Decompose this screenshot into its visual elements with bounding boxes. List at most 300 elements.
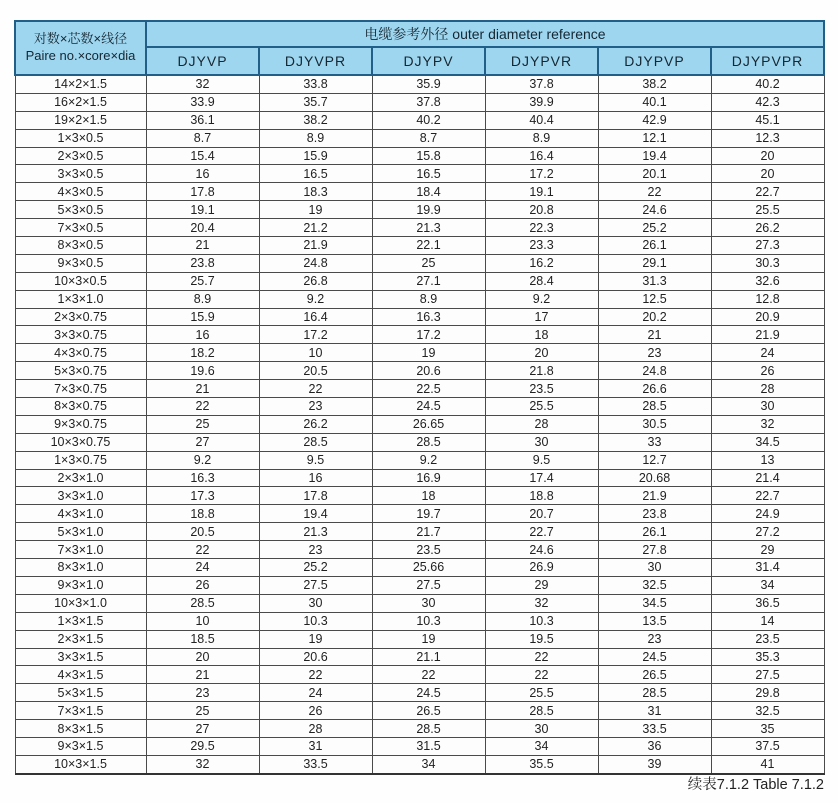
value-cell: 28.5 [372,433,485,451]
value-cell: 22.1 [372,237,485,255]
value-cell: 35 [711,720,824,738]
value-cell: 33.5 [259,755,372,773]
value-cell: 17 [485,308,598,326]
value-cell: 8.9 [372,290,485,308]
value-cell: 19.4 [259,505,372,523]
spec-cell: 1×3×1.5 [15,612,146,630]
value-cell: 24.5 [372,684,485,702]
outer-diameter-table [14,20,825,775]
value-cell: 33.9 [146,93,259,111]
value-cell: 22 [485,648,598,666]
value-cell: 19 [259,630,372,648]
value-cell: 21.1 [372,648,485,666]
value-cell: 26.65 [372,415,485,433]
spec-cell: 19×2×1.5 [15,111,146,129]
value-cell: 28.5 [146,594,259,612]
value-cell: 28 [485,415,598,433]
value-cell: 25 [372,254,485,272]
table-row [15,183,824,201]
value-cell: 23 [598,630,711,648]
value-cell: 22 [146,541,259,559]
value-cell: 23 [146,684,259,702]
value-cell: 21.9 [259,237,372,255]
value-cell: 24.6 [598,201,711,219]
value-cell: 9.5 [485,451,598,469]
value-cell: 34 [485,737,598,755]
value-cell: 30 [711,398,824,416]
value-cell: 15.9 [259,147,372,165]
spec-cell: 7×3×1.0 [15,541,146,559]
value-cell: 8.7 [372,129,485,147]
value-cell: 29 [485,576,598,594]
value-cell: 18.2 [146,344,259,362]
value-cell: 40.2 [711,75,824,93]
value-cell: 35.5 [485,755,598,773]
value-cell: 19.1 [485,183,598,201]
value-cell: 20.7 [485,505,598,523]
value-cell: 20 [146,648,259,666]
value-cell: 30 [259,594,372,612]
value-cell: 23.5 [485,380,598,398]
table-row [15,147,824,165]
column-header-djypvp: DJYPVP [598,47,711,75]
value-cell: 26.1 [598,237,711,255]
spec-cell: 8×3×1.0 [15,559,146,577]
spec-cell: 10×3×1.0 [15,594,146,612]
value-cell: 8.9 [146,290,259,308]
value-cell: 25 [146,415,259,433]
table-row [15,594,824,612]
value-cell: 35.3 [711,648,824,666]
value-cell: 40.1 [598,93,711,111]
value-cell: 37.8 [485,75,598,93]
value-cell: 19.6 [146,362,259,380]
spec-cell: 1×3×0.75 [15,451,146,469]
value-cell: 45.1 [711,111,824,129]
value-cell: 28.5 [485,702,598,720]
value-cell: 22 [259,666,372,684]
value-cell: 19.5 [485,630,598,648]
value-cell: 32 [146,75,259,93]
value-cell: 10 [146,612,259,630]
value-cell: 15.8 [372,147,485,165]
value-cell: 22 [372,666,485,684]
value-cell: 25 [146,702,259,720]
value-cell: 28 [259,720,372,738]
value-cell: 36 [598,737,711,755]
value-cell: 21.7 [372,523,485,541]
value-cell: 22 [259,380,372,398]
value-cell: 40.4 [485,111,598,129]
value-cell: 25.2 [598,219,711,237]
spec-cell: 5×3×0.75 [15,362,146,380]
value-cell: 35.9 [372,75,485,93]
value-cell: 17.4 [485,469,598,487]
value-cell: 9.5 [259,451,372,469]
value-cell: 19.9 [372,201,485,219]
value-cell: 20.2 [598,308,711,326]
value-cell: 24 [146,559,259,577]
value-cell: 10.3 [485,612,598,630]
value-cell: 17.3 [146,487,259,505]
spec-cell: 10×3×0.5 [15,272,146,290]
value-cell: 31 [259,737,372,755]
value-cell: 19.7 [372,505,485,523]
table-row [15,541,824,559]
value-cell: 20.5 [146,523,259,541]
table-row [15,308,824,326]
value-cell: 17.2 [485,165,598,183]
value-cell: 28 [711,380,824,398]
value-cell: 20 [485,344,598,362]
spec-cell: 1×3×1.0 [15,290,146,308]
value-cell: 37.8 [372,93,485,111]
value-cell: 23.8 [598,505,711,523]
table-row [15,219,824,237]
value-cell: 27.5 [372,576,485,594]
spec-cell: 14×2×1.5 [15,75,146,93]
value-cell: 28.5 [598,684,711,702]
value-cell: 32 [485,594,598,612]
value-cell: 17.2 [259,326,372,344]
value-cell: 16.9 [372,469,485,487]
table-body [15,75,824,774]
value-cell: 38.2 [259,111,372,129]
value-cell: 28.5 [259,433,372,451]
table-row [15,702,824,720]
spec-column-header [15,21,146,75]
value-cell: 20.68 [598,469,711,487]
value-cell: 23 [259,398,372,416]
value-cell: 12.3 [711,129,824,147]
value-cell: 16.4 [259,308,372,326]
value-cell: 34 [711,576,824,594]
spec-cell: 7×3×1.5 [15,702,146,720]
table-row [15,755,824,773]
spec-column-header-en: Paire no.×core×dia [25,48,136,63]
value-cell: 18.8 [146,505,259,523]
value-cell: 38.2 [598,75,711,93]
value-cell: 21.3 [259,523,372,541]
value-cell: 10.3 [259,612,372,630]
value-cell: 24.8 [598,362,711,380]
spec-cell: 3×3×1.0 [15,487,146,505]
value-cell: 17.8 [146,183,259,201]
table-row [15,111,824,129]
value-cell: 25.5 [485,684,598,702]
value-cell: 19 [372,344,485,362]
value-cell: 36.5 [711,594,824,612]
table-row [15,344,824,362]
value-cell: 16.5 [259,165,372,183]
table-caption: 续表7.1.2 Table 7.1.2 [687,777,824,793]
value-cell: 33 [598,433,711,451]
value-cell: 17.2 [372,326,485,344]
value-cell: 23.5 [711,630,824,648]
value-cell: 20.8 [485,201,598,219]
column-header-djypvpr: DJYPVPR [711,47,824,75]
table-row [15,201,824,219]
value-cell: 21 [146,380,259,398]
value-cell: 26.2 [711,219,824,237]
value-cell: 26 [711,362,824,380]
value-cell: 20.6 [259,648,372,666]
value-cell: 32 [146,755,259,773]
value-cell: 23.3 [485,237,598,255]
value-cell: 26.5 [372,702,485,720]
value-cell: 34.5 [598,594,711,612]
value-cell: 19 [372,630,485,648]
value-cell: 25.5 [711,201,824,219]
table-row [15,129,824,147]
value-cell: 24.9 [711,505,824,523]
value-cell: 27.5 [711,666,824,684]
value-cell: 16 [146,165,259,183]
value-cell: 30 [485,433,598,451]
value-cell: 22.7 [485,523,598,541]
value-cell: 16.3 [372,308,485,326]
value-cell: 14 [711,612,824,630]
value-cell: 32.5 [598,576,711,594]
group-header-row [15,21,824,47]
value-cell: 31.3 [598,272,711,290]
spec-cell: 9×3×1.5 [15,737,146,755]
spec-cell: 8×3×1.5 [15,720,146,738]
column-header-djyvpr: DJYVPR [259,47,372,75]
value-cell: 21.9 [711,326,824,344]
value-cell: 31.5 [372,737,485,755]
value-cell: 22.3 [485,219,598,237]
value-cell: 19.4 [598,147,711,165]
spec-cell: 2×3×0.75 [15,308,146,326]
table-row [15,75,824,93]
value-cell: 23 [598,344,711,362]
value-cell: 16.3 [146,469,259,487]
spec-cell: 3×3×1.5 [15,648,146,666]
value-cell: 25.66 [372,559,485,577]
value-cell: 34 [372,755,485,773]
value-cell: 42.9 [598,111,711,129]
value-cell: 25.2 [259,559,372,577]
value-cell: 20 [711,165,824,183]
value-cell: 27.1 [372,272,485,290]
table-row [15,165,824,183]
value-cell: 30 [598,559,711,577]
value-cell: 12.7 [598,451,711,469]
table-row [15,523,824,541]
value-cell: 27 [146,433,259,451]
value-cell: 29.8 [711,684,824,702]
value-cell: 21 [146,237,259,255]
value-cell: 26 [146,576,259,594]
spec-cell: 2×3×1.5 [15,630,146,648]
value-cell: 18.3 [259,183,372,201]
table-row [15,737,824,755]
value-cell: 20.9 [711,308,824,326]
value-cell: 26.1 [598,523,711,541]
spec-cell: 4×3×0.75 [15,344,146,362]
value-cell: 26 [259,702,372,720]
column-header-djyvp: DJYVP [146,47,259,75]
value-cell: 10 [259,344,372,362]
value-cell: 28.4 [485,272,598,290]
value-cell: 15.4 [146,147,259,165]
table-row [15,630,824,648]
value-cell: 25.7 [146,272,259,290]
value-cell: 20.4 [146,219,259,237]
value-cell: 24.5 [372,398,485,416]
value-cell: 16 [146,326,259,344]
table-row [15,272,824,290]
value-cell: 27 [146,720,259,738]
table-row [15,559,824,577]
spec-cell: 8×3×0.75 [15,398,146,416]
spec-cell: 9×3×0.75 [15,415,146,433]
value-cell: 20 [711,147,824,165]
value-cell: 17.8 [259,487,372,505]
value-cell: 30.5 [598,415,711,433]
spec-cell: 4×3×1.5 [15,666,146,684]
value-cell: 13.5 [598,612,711,630]
spec-cell: 1×3×0.5 [15,129,146,147]
value-cell: 24 [711,344,824,362]
value-cell: 21 [598,326,711,344]
spec-cell: 7×3×0.75 [15,380,146,398]
spec-cell: 9×3×1.0 [15,576,146,594]
value-cell: 22 [146,398,259,416]
value-cell: 41 [711,755,824,773]
value-cell: 27.5 [259,576,372,594]
table-row [15,720,824,738]
value-cell: 12.1 [598,129,711,147]
value-cell: 32.5 [711,702,824,720]
value-cell: 8.7 [146,129,259,147]
table-row [15,648,824,666]
spec-column-header-zh: 对数×芯数×线径 [33,31,128,47]
value-cell: 40.2 [372,111,485,129]
spec-cell: 5×3×0.5 [15,201,146,219]
value-cell: 18 [372,487,485,505]
value-cell: 16.5 [372,165,485,183]
value-cell: 24 [259,684,372,702]
table-row [15,398,824,416]
table-row [15,362,824,380]
value-cell: 21.2 [259,219,372,237]
table-row [15,487,824,505]
value-cell: 20.5 [259,362,372,380]
table-row [15,326,824,344]
value-cell: 30.3 [711,254,824,272]
value-cell: 27.8 [598,541,711,559]
value-cell: 21.3 [372,219,485,237]
spec-cell: 10×3×0.75 [15,433,146,451]
value-cell: 33.8 [259,75,372,93]
value-cell: 28.5 [372,720,485,738]
spec-cell: 5×3×1.0 [15,523,146,541]
value-cell: 35.7 [259,93,372,111]
group-header-title: 电缆参考外径 outer diameter reference [146,21,824,47]
value-cell: 13 [711,451,824,469]
value-cell: 32.6 [711,272,824,290]
value-cell: 16.4 [485,147,598,165]
spec-cell: 7×3×0.5 [15,219,146,237]
value-cell: 18.8 [485,487,598,505]
spec-cell: 3×3×0.5 [15,165,146,183]
spec-cell: 4×3×1.0 [15,505,146,523]
value-cell: 32 [711,415,824,433]
value-cell: 24.8 [259,254,372,272]
table-header [15,21,824,75]
value-cell: 22.7 [711,183,824,201]
value-cell: 31.4 [711,559,824,577]
value-cell: 18.4 [372,183,485,201]
value-cell: 23 [259,541,372,559]
value-cell: 31 [598,702,711,720]
value-cell: 26.9 [485,559,598,577]
value-cell: 27.3 [711,237,824,255]
value-cell: 21 [146,666,259,684]
value-cell: 21.8 [485,362,598,380]
value-cell: 20.1 [598,165,711,183]
value-cell: 9.2 [146,451,259,469]
table-row [15,505,824,523]
value-cell: 30 [372,594,485,612]
value-cell: 24.6 [485,541,598,559]
value-cell: 23.8 [146,254,259,272]
table-row [15,93,824,111]
column-header-djypvr: DJYPVR [485,47,598,75]
value-cell: 29.1 [598,254,711,272]
value-cell: 19 [259,201,372,219]
value-cell: 26.6 [598,380,711,398]
spec-cell: 8×3×0.5 [15,237,146,255]
table-row [15,290,824,308]
value-cell: 22 [485,666,598,684]
spec-cell: 4×3×0.5 [15,183,146,201]
value-cell: 26.8 [259,272,372,290]
spec-cell: 9×3×0.5 [15,254,146,272]
value-cell: 22.7 [711,487,824,505]
spec-cell: 2×3×0.5 [15,147,146,165]
value-cell: 26.2 [259,415,372,433]
table-row [15,237,824,255]
table-row [15,254,824,272]
value-cell: 9.2 [372,451,485,469]
table-row [15,576,824,594]
value-cell: 23.5 [372,541,485,559]
value-cell: 22 [598,183,711,201]
value-cell: 19.1 [146,201,259,219]
value-cell: 8.9 [259,129,372,147]
value-cell: 8.9 [485,129,598,147]
value-cell: 9.2 [259,290,372,308]
table-row [15,433,824,451]
value-cell: 39 [598,755,711,773]
spec-cell: 2×3×1.0 [15,469,146,487]
table-row [15,415,824,433]
value-cell: 10.3 [372,612,485,630]
table-row [15,451,824,469]
value-cell: 9.2 [485,290,598,308]
value-cell: 15.9 [146,308,259,326]
value-cell: 26.5 [598,666,711,684]
value-cell: 36.1 [146,111,259,129]
spec-cell: 5×3×1.5 [15,684,146,702]
table-row [15,684,824,702]
value-cell: 18.5 [146,630,259,648]
value-cell: 22.5 [372,380,485,398]
value-cell: 34.5 [711,433,824,451]
